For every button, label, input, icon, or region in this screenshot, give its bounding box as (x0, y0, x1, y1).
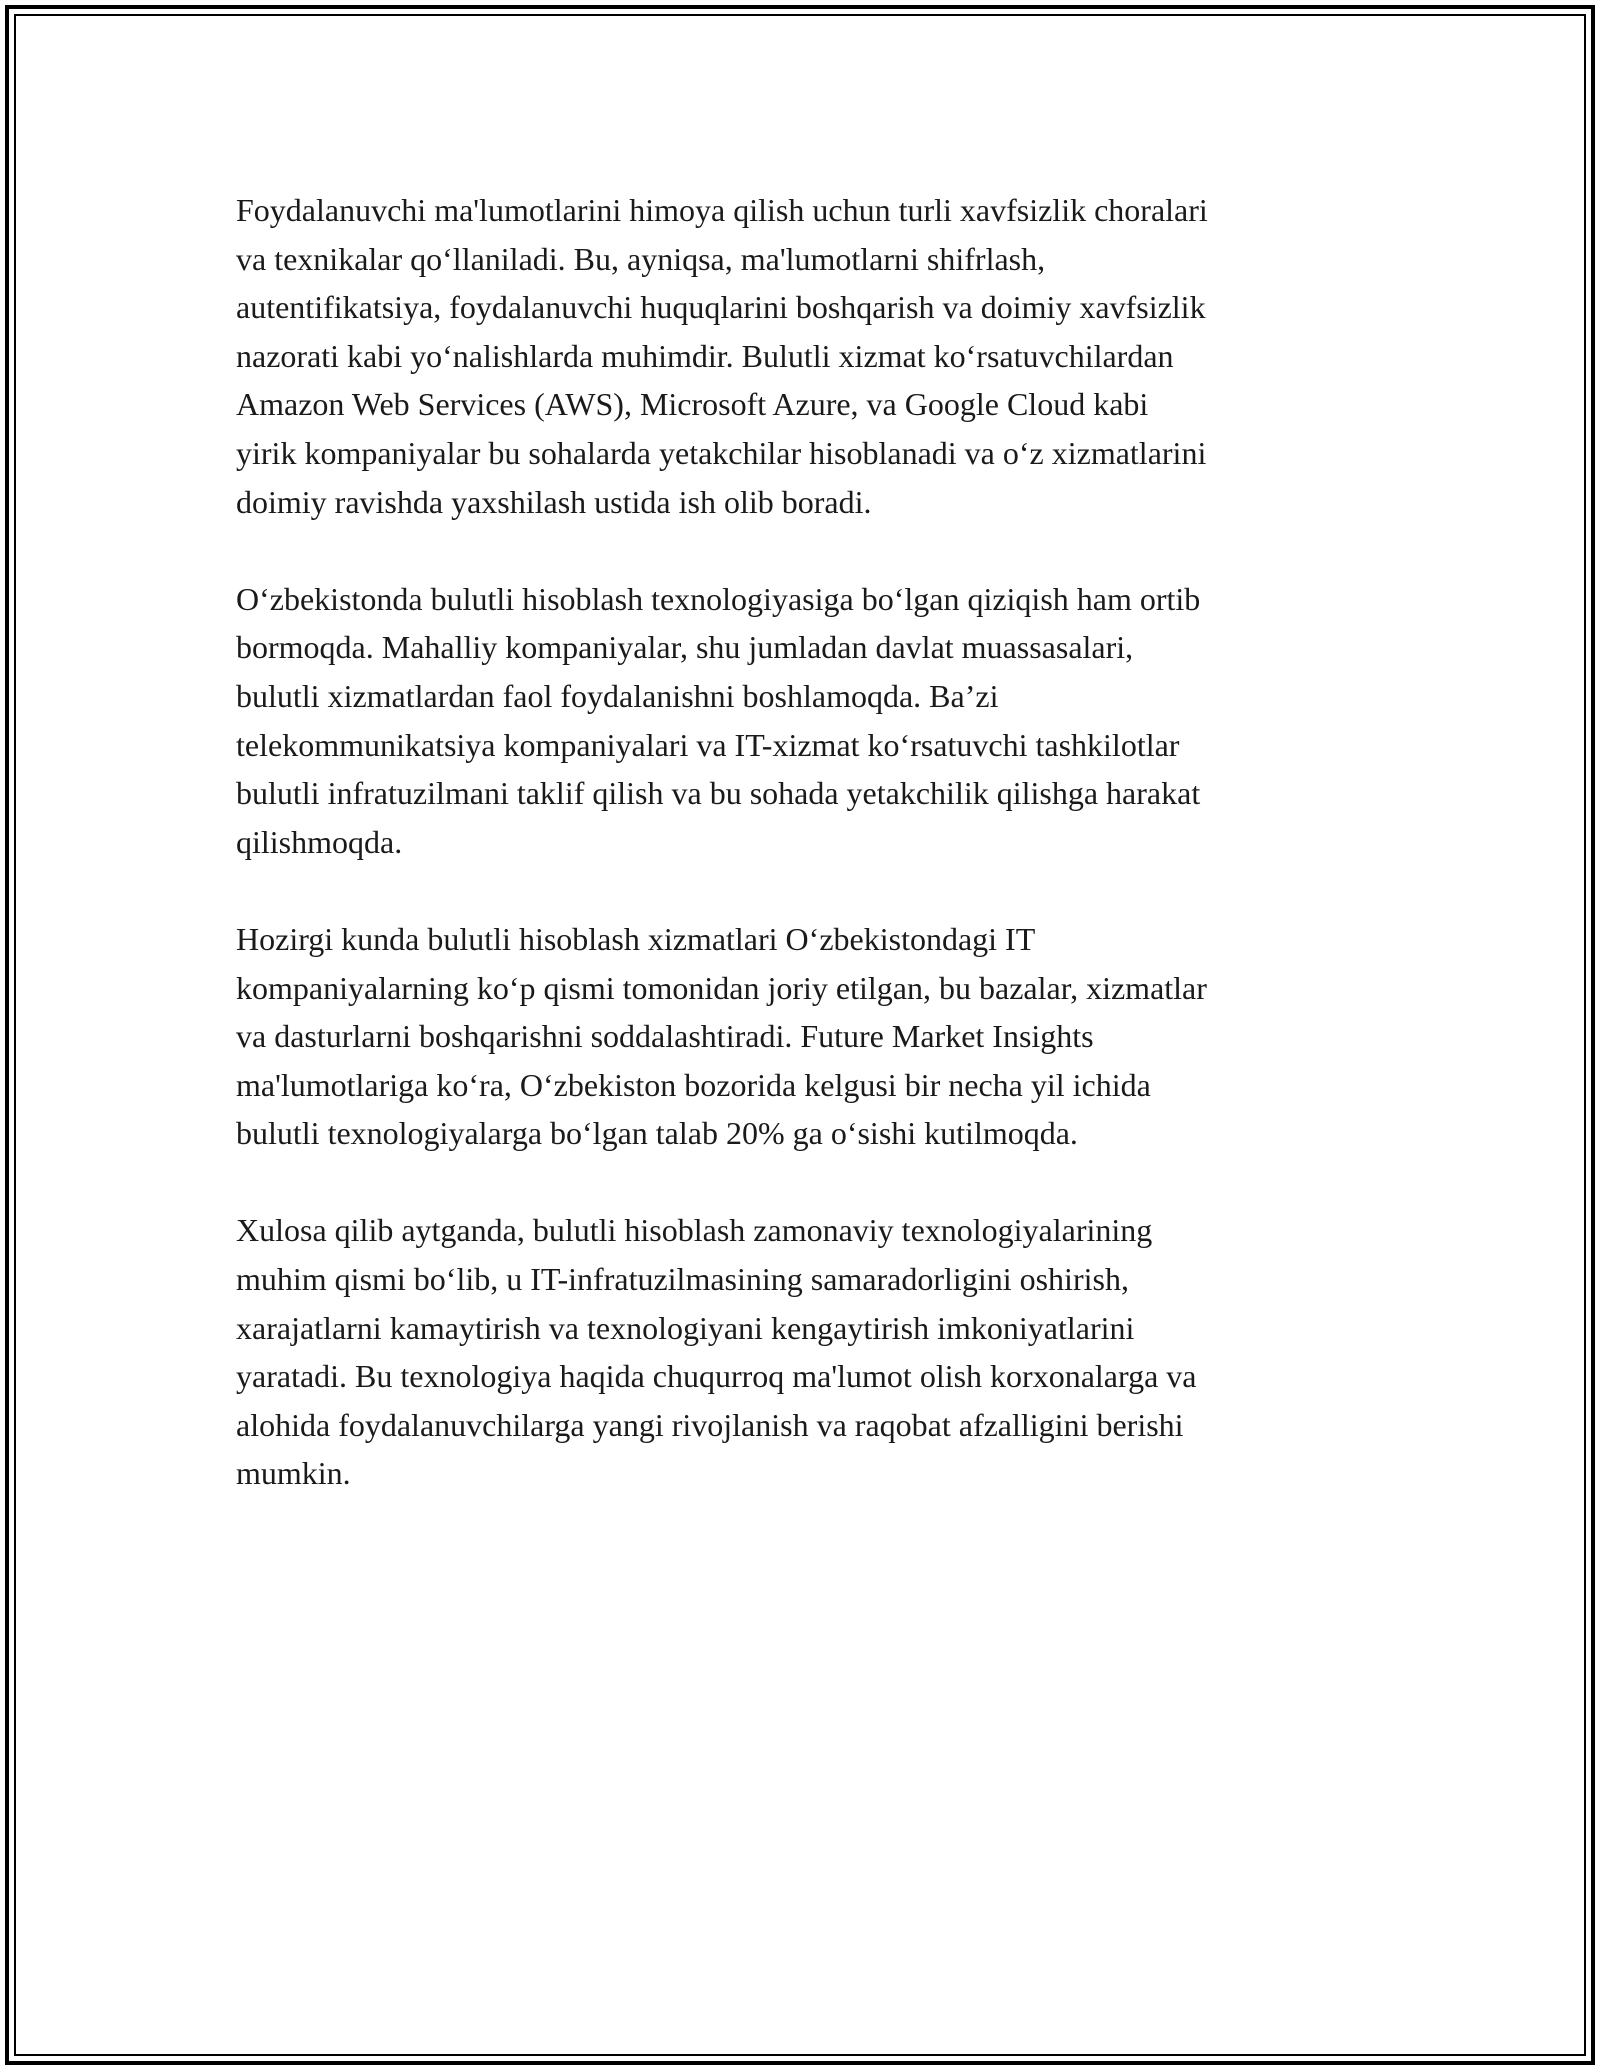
paragraph-data-security: Foydalanuvchi ma'lumotlarini himoya qilish uchun turli xavfsizlik choralari va texnikalar qoʻllaniladi. Bu, ayniqsa, ma'lumotlarni shifrlash, autentifikatsiya, foydalanuvchi huquqlarini boshqarish va doimiy xavfsizlik nazorati kabi yoʻnalishlarda muhimdir. Bulutli xizmat koʻrsatuvchilardan Amazon Web Services (AWS), Microsoft Azure, va Google Cloud kabi yirik kompaniyalar bu sohalarda yetakchilar hisoblanadi va oʻz xizmatlarini doimiy ravishda yaxshilash ustida ish olib boradi. (236, 192, 1208, 520)
paragraph-current-adoption: Hozirgi kunda bulutli hisoblash xizmatlari Oʻzbekistondagi IT kompaniyalarning koʻp qismi tomonidan joriy etilgan, bu bazalar, xizmatlar va dasturlarni boshqarishni soddalashtiradi. Future Market Insights ma'lumotlariga koʻra, Oʻzbekiston bozorida kelgusi bir necha yil ichida bulutli texnologiyalarga boʻlgan talab 20% ga oʻsishi kutilmoqda. (236, 920, 1207, 1152)
paragraph-conclusion: Xulosa qilib aytganda, bulutli hisoblash zamonaviy texnologiyalarining muhim qismi boʻlib, u IT-infratuzilmasining samaradorligini oshirish, xarajatlarni kamaytirish va texnologiyani kengaytirish imkoniyatlarini yaratadi. Bu texnologiya haqida chuqurroq ma'lumot olish korxonalarga va alohida foydalanuvchilarga yangi rivojlanish va raqobat afzalligini berishi mumkin. (236, 1212, 1197, 1492)
document-body (236, 186, 1366, 1547)
paragraph-uzbekistan-interest: Oʻzbekistonda bulutli hisoblash texnologiyasiga boʻlgan qiziqish ham ortib bormoqda. Mahalliy kompaniyalar, shu jumladan davlat muassasalari, bulutli xizmatlardan faol foydalanishni boshlamoqda. Ba’zi telekommunikatsiya kompaniyalari va IT-xizmat koʻrsatuvchi tashkilotlar bulutli infratuzilmani taklif qilish va bu sohada yetakchilik qilishga harakat qilishmoqda. (236, 580, 1201, 860)
